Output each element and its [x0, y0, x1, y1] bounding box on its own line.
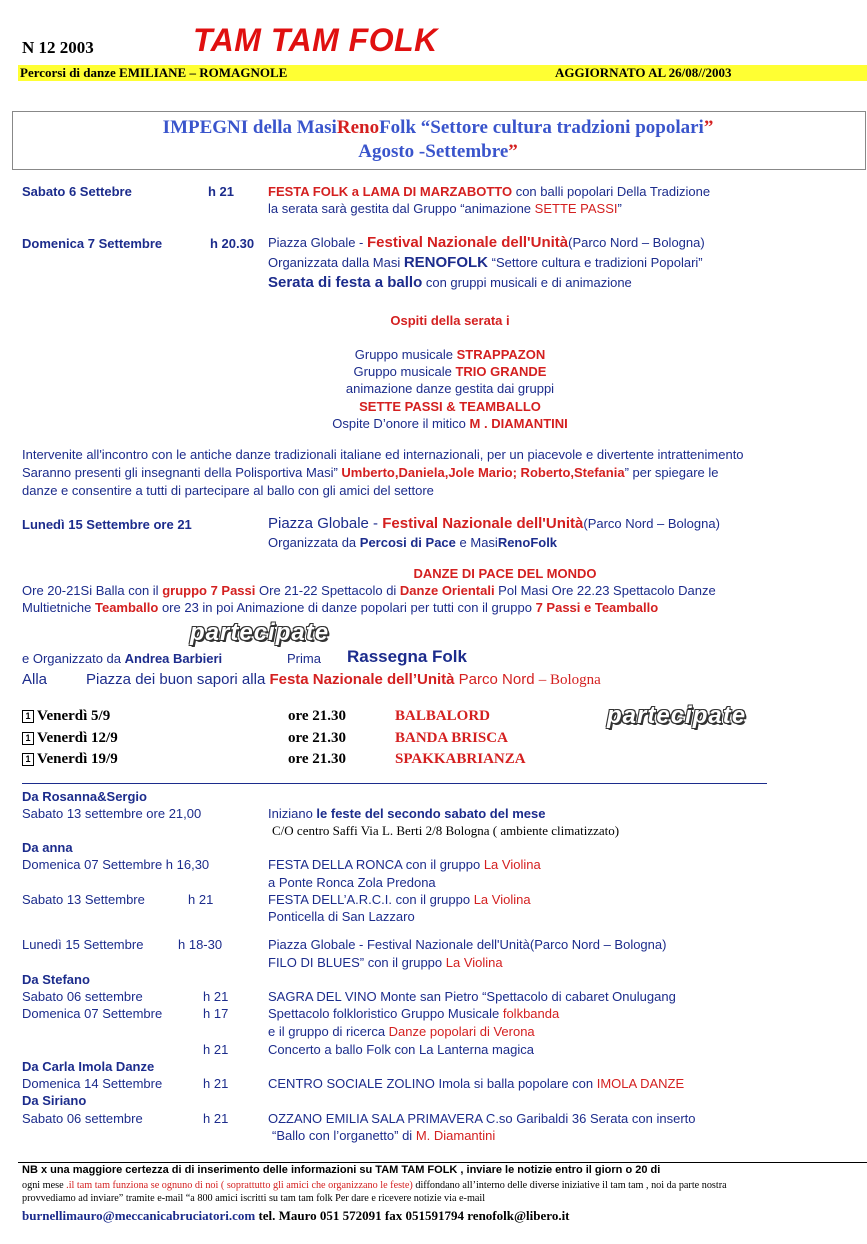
guest-line	[300, 416, 600, 431]
org-name: RenoFolk	[497, 535, 558, 550]
event-desc	[268, 234, 705, 251]
footer-note	[22, 1180, 727, 1191]
event-title: le feste del secondo sabato del mese	[316, 806, 546, 821]
contact-info: tel. Mauro 051 572091 fax 051591794 renofolk@libero.it	[255, 1208, 570, 1223]
friday-row	[22, 751, 118, 768]
event-desc	[272, 1128, 495, 1143]
issue-number: N 12 2003	[22, 38, 94, 57]
guest-line	[300, 364, 600, 379]
rassegna-text: – Bologna	[538, 672, 601, 688]
organizer-name: Andrea Barbieri	[124, 651, 223, 666]
intro-span: Saranno presenti gli insegnanti della Polisportiva Masi”	[22, 465, 342, 480]
event-location: Ponticella di San Lazzaro	[268, 909, 415, 924]
footer-divider	[18, 1162, 867, 1163]
group-name: folkbanda	[502, 1006, 560, 1021]
event-text: CENTRO SOCIALE ZOLINO Imola si balla popolare con	[268, 1076, 597, 1091]
friday-band: SPAKKABRIANZA	[395, 751, 526, 767]
event-text: (Parco Nord – Bologna)	[583, 516, 720, 531]
footer-text: .il tam tam funziona se ognuno di noi ( soprattutto gli amici che organizzano le feste)	[66, 1180, 413, 1191]
footer-note: provvediamo ad inviare” tramite e-mail “a 800 amici iscritti su tam tam folk Per dare e ricevere notizie via e-mail	[22, 1193, 486, 1204]
event-desc	[268, 1076, 684, 1091]
event-time: h 21	[208, 184, 235, 199]
event-text: Iniziano	[268, 806, 317, 821]
section-head: Da Rosanna&Sergio	[22, 789, 147, 804]
section-head: Da Siriano	[22, 1093, 87, 1108]
event-date: Sabato 13 Settembre	[22, 892, 145, 907]
event-desc: Piazza Globale - Festival Nazionale dell'Unità(Parco Nord – Bologna)	[268, 937, 667, 952]
event-location: C/O centro Saffi Via L. Berti 2/8 Bologna ( ambiente climatizzato)	[272, 823, 620, 838]
rassegna-line	[86, 671, 601, 689]
event-date: Sabato 6 Settebre	[22, 184, 132, 199]
danze-line	[22, 600, 658, 615]
event-desc	[268, 1006, 559, 1021]
update-date: AGGIORNATO AL 26/08//2003	[555, 65, 732, 80]
event-time: h 21	[188, 892, 214, 907]
event-time: h 17	[203, 1006, 229, 1021]
event-text: Spettacolo folkloristico Gruppo Musicale	[268, 1006, 503, 1021]
footer-text: ogni mese	[22, 1180, 67, 1191]
rassegna-text: Parco Nord	[454, 671, 539, 688]
event-text: e il gruppo di ricerca	[268, 1024, 389, 1039]
event-title: FESTA FOLK a LAMA DI MARZABOTTO	[268, 184, 513, 199]
section-head: Da Carla Imola Danze	[22, 1059, 155, 1074]
group-name: La Violina	[445, 955, 503, 970]
event-desc	[268, 254, 703, 271]
event-text: “Settore cultura e tradizioni Popolari”	[488, 255, 703, 270]
event-desc	[268, 955, 503, 970]
group-name: 7 Passi e Teamballo	[535, 600, 659, 615]
subtitle-left: Percorsi di danze EMILIANE – ROMAGNOLE	[20, 65, 288, 80]
event-date: Sabato 13 settembre ore 21,00	[22, 806, 202, 821]
intro-text: Intervenite all'incontro con le antiche danze tradizionali italiane ed internazionali, per un piacevole e divertente intrattenimento	[22, 447, 744, 462]
guest-name: STRAPPAZON	[456, 347, 546, 362]
danze-text: Multietniche	[22, 600, 95, 615]
event-text: la serata sarà gestita dal Gruppo “animazione	[268, 201, 535, 216]
box-text-reno: Reno	[336, 117, 380, 138]
event-text: Piazza Globale -	[268, 515, 383, 532]
event-date: Domenica 07 Settembre	[22, 1006, 163, 1021]
event-desc	[268, 274, 632, 291]
box-quote: ”	[703, 117, 714, 138]
event-location: a Ponte Ronca Zola Predona	[268, 875, 436, 890]
rassegna-title: Rassegna Folk	[347, 647, 467, 666]
event-desc	[268, 806, 545, 821]
impegni-title	[12, 117, 864, 139]
org-name: RENOFOLK	[403, 254, 489, 271]
partecipate-logo: partecipate	[190, 619, 330, 646]
event-text: FESTA DELL’A.R.C.I. con il gruppo	[268, 892, 474, 907]
friday-date: Venerdì 5/9	[37, 708, 111, 724]
event-text: con balli popolari Della Tradizione	[512, 184, 711, 199]
rassegna-text: Piazza dei buon sapori alla	[86, 671, 270, 688]
box-text-settore: “Settore cultura tradzioni popolari	[420, 117, 704, 138]
intro-text	[22, 465, 719, 480]
event-desc	[268, 892, 531, 907]
event-text: ”	[617, 201, 622, 216]
danze-text: ore 23 in poi Animazione di danze popolari per tutti con il gruppo	[158, 600, 536, 615]
event-desc	[268, 184, 710, 199]
event-title: Serata di festa a ballo	[268, 274, 423, 291]
friday-time: ore 21.30	[288, 751, 347, 767]
footer-contacts	[22, 1208, 570, 1224]
guest-line: animazione danze gestita dai gruppi	[345, 381, 555, 396]
event-text: FILO DI BLUES” con il gruppo	[268, 955, 446, 970]
event-desc	[268, 515, 720, 532]
event-text: “Ballo con l’organetto” di	[272, 1128, 416, 1143]
guest-line: SETTE PASSI & TEAMBALLO	[359, 399, 541, 414]
event-text: e Masi	[455, 535, 498, 550]
event-desc: OZZANO EMILIA SALA PRIMAVERA C.so Garibaldi 36 Serata con inserto	[268, 1111, 696, 1126]
partecipate-logo: partecipate	[607, 702, 747, 729]
event-date: Lunedì 15 Settembre ore 21	[22, 517, 192, 532]
box-months: Agosto -Settembre	[358, 141, 509, 162]
org-name: Percosi di Pace	[359, 535, 456, 550]
event-text: FESTA DELLA RONCA con il gruppo	[268, 857, 484, 872]
event-date: Domenica 14 Settembre	[22, 1076, 163, 1091]
event-text: Organizzata da	[268, 535, 360, 550]
checkbox-icon: 1	[22, 710, 34, 723]
group-name: Teamballo	[94, 600, 159, 615]
danze-line	[22, 583, 716, 598]
guest-name: TRIO GRANDE	[455, 364, 547, 379]
friday-row	[22, 708, 110, 725]
group-name: Danze popolari di Verona	[388, 1024, 535, 1039]
event-desc: SAGRA DEL VINO Monte san Pietro “Spettacolo di cabaret Onulugang	[268, 989, 676, 1004]
teacher-names: Umberto,Daniela,Jole Mario; Roberto,Stefania	[341, 465, 625, 480]
danze-title: DANZE DI PACE DEL MONDO	[413, 566, 597, 581]
friday-band: BALBALORD	[395, 708, 491, 724]
event-title: Festival Nazionale dell'Unità	[367, 234, 569, 251]
event-desc	[268, 1024, 535, 1039]
section-head: Da anna	[22, 840, 73, 855]
friday-row	[22, 730, 118, 747]
event-date: Sabato 06 settembre	[22, 1111, 143, 1126]
rassegna-alla: Alla	[22, 671, 48, 688]
event-text: con gruppi musicali e di animazione	[422, 275, 632, 290]
page-title: TAM TAM FOLK	[193, 22, 438, 58]
event-time: h 21	[203, 1111, 229, 1126]
event-title: Festival Nazionale dell'Unità	[382, 515, 584, 532]
event-text: Piazza Globale -	[268, 235, 367, 250]
group-name: IMOLA DANZE	[596, 1076, 685, 1091]
group-name: La Violina	[483, 857, 541, 872]
event-date: Sabato 06 settembre	[22, 989, 143, 1004]
box-text-folk: Folk	[379, 117, 421, 138]
guest-name: M . DIAMANTINI	[469, 416, 568, 431]
danze-text: Ore 21-22 Spettacolo di	[255, 583, 400, 598]
event-desc: Concerto a ballo Folk con La Lanterna magica	[268, 1042, 534, 1057]
event-text: (Parco Nord – Bologna)	[568, 235, 705, 250]
event-time: h 18-30	[178, 937, 223, 952]
guest-line	[300, 347, 600, 362]
guest-name: M. Diamantini	[415, 1128, 496, 1143]
checkbox-icon: 1	[22, 732, 34, 745]
event-time: h 21	[203, 1076, 229, 1091]
guest-text: Gruppo musicale	[354, 347, 457, 362]
event-desc	[268, 201, 622, 216]
group-name: gruppo 7 Passi	[162, 583, 256, 598]
group-name: SETTE PASSI	[534, 201, 618, 216]
event-time: h 21	[203, 989, 229, 1004]
danze-text: Ore 20-21Si Balla con il	[22, 583, 163, 598]
group-name: La Violina	[473, 892, 531, 907]
rassegna-text: e Organizzato da	[22, 651, 125, 666]
event-date: Lunedì 15 Settembre	[22, 937, 144, 952]
intro-text: danze e consentire a tutti di partecipare al ballo con gli amici del settore	[22, 483, 434, 498]
friday-date: Venerdì 19/9	[37, 751, 118, 767]
event-desc	[268, 857, 541, 872]
footer-note: NB x una maggiore certezza di di inserimento delle informazioni su TAM TAM FOLK , inviare le notizie entro il giorn o 20 di	[22, 1164, 661, 1176]
event-date: Domenica 7 Settembre	[22, 236, 163, 251]
guest-text: Gruppo musicale	[353, 364, 456, 379]
event-date: Domenica 07 Settembre h 16,30	[22, 857, 210, 872]
event-time: h 21	[203, 1042, 229, 1057]
box-text: IMPEGNI della Masi	[162, 117, 337, 138]
event-time: h 20.30	[210, 236, 255, 251]
rassegna-prima: Prima	[287, 651, 321, 666]
box-quote: ”	[508, 141, 518, 162]
checkbox-icon: 1	[22, 753, 34, 766]
section-head: Da Stefano	[22, 972, 90, 987]
event-desc	[268, 535, 557, 550]
friday-time: ore 21.30	[288, 708, 347, 724]
event-text: Organizzata dalla Masi	[268, 255, 404, 270]
guest-text: Ospite D’onore il mitico	[332, 416, 470, 431]
rassegna-line	[22, 651, 222, 666]
festa-name: Festa Nazionale dell’Unità	[269, 671, 455, 688]
section-divider	[22, 783, 767, 784]
intro-span: ” per spiegare le	[624, 465, 719, 480]
footer-text: diffondano all’interno delle diverse iniziative il tam tam , noi da parte nostra	[412, 1180, 727, 1191]
friday-time: ore 21.30	[288, 730, 347, 746]
friday-band: BANDA BRISCA	[395, 730, 508, 746]
danze-text: Pol Masi Ore 22.23 Spettacolo Danze	[494, 583, 716, 598]
friday-date: Venerdì 12/9	[37, 730, 118, 746]
impegni-subtitle	[12, 141, 864, 163]
email-link[interactable]: burnellimauro@meccanicabruciatori.com	[22, 1208, 256, 1223]
guests-title: Ospiti della serata i	[390, 313, 510, 328]
group-name: Danze Orientali	[399, 583, 495, 598]
